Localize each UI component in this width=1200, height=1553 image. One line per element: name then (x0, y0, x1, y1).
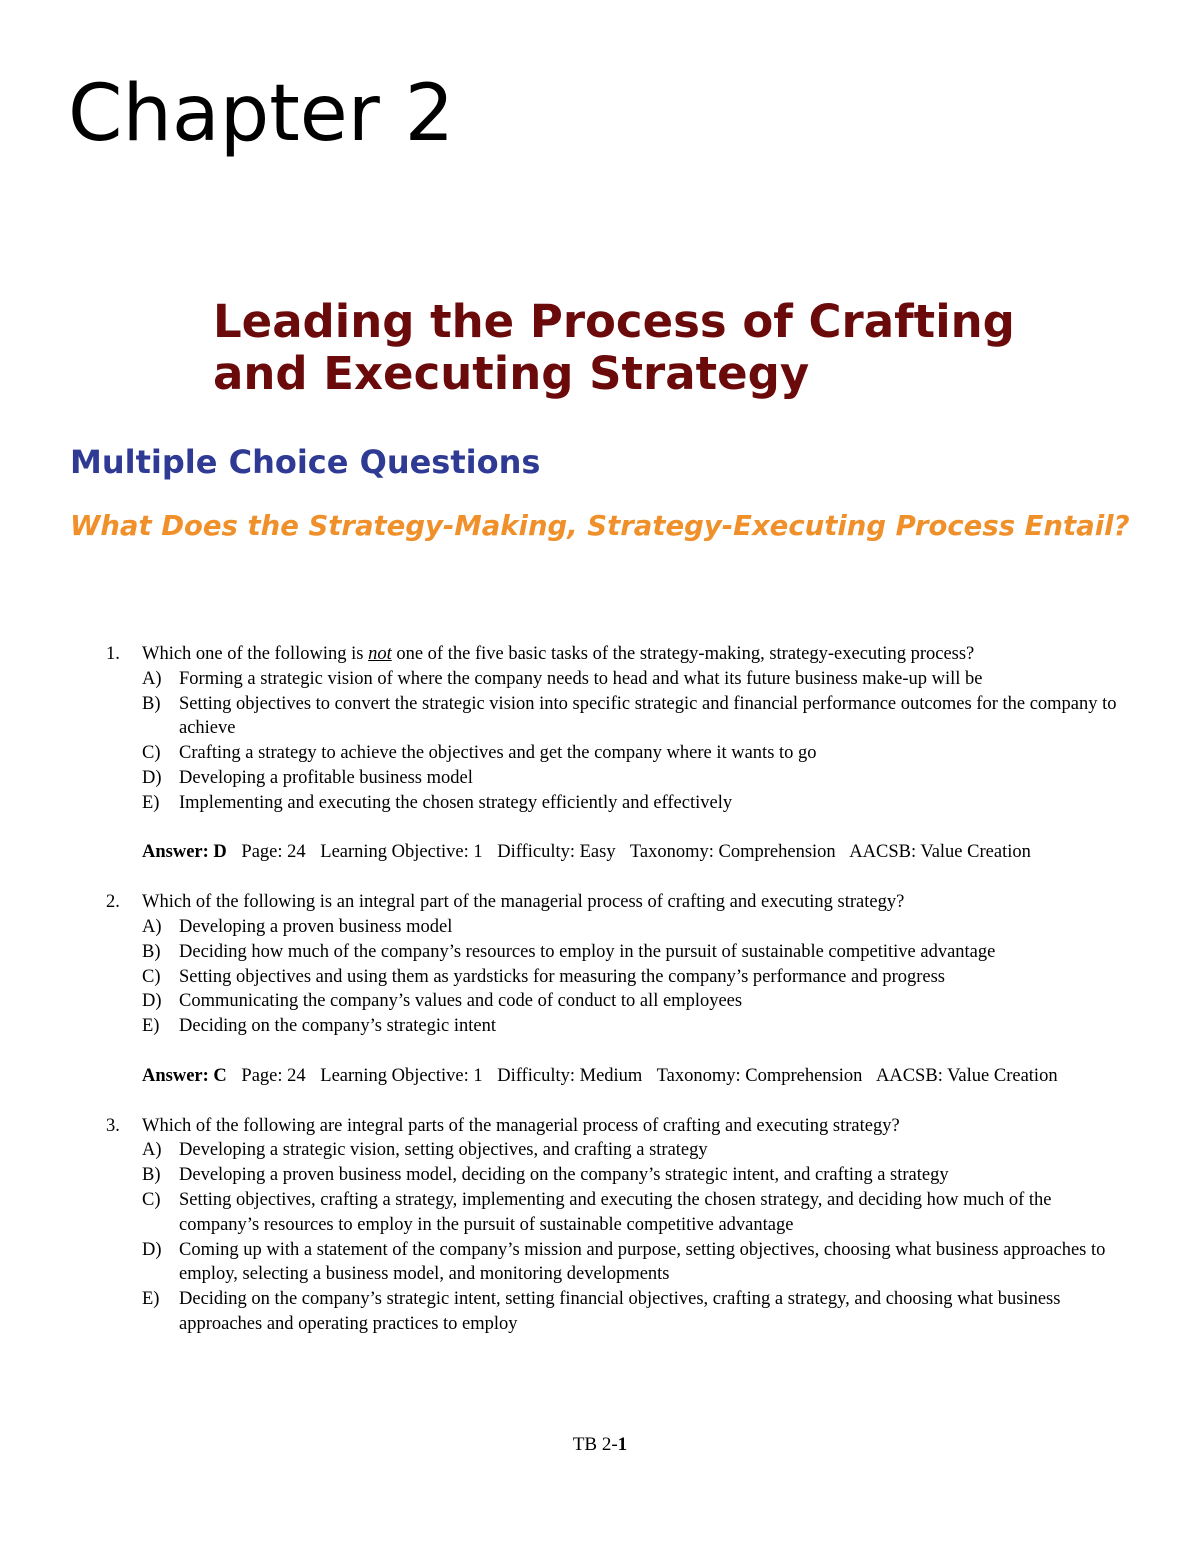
option-text: Setting objectives and using them as yardsticks for measuring the company’s performance and progress (179, 966, 946, 987)
option-letter: A) (142, 1140, 162, 1161)
option-letter: B) (142, 1165, 161, 1186)
chapter-title (213, 296, 1173, 400)
answer-aacsb: AACSB: Value Creation (849, 842, 1031, 863)
answer-taxonomy: Taxonomy: Comprehension (629, 842, 836, 863)
section-heading: Multiple Choice Questions (70, 443, 541, 481)
option-b (142, 1163, 1136, 1188)
answer-learning-objective: Learning Objective: 1 (320, 842, 483, 863)
answer-value: D (213, 842, 227, 863)
option-d (142, 1238, 1136, 1288)
answer-value: C (213, 1065, 227, 1086)
option-text: Developing a proven business model (179, 916, 453, 937)
option-text: Implementing and executing the chosen strategy efficiently and effectively (179, 792, 733, 813)
question-stem (106, 1114, 1136, 1139)
option-letter: C) (142, 966, 161, 987)
option-c (142, 965, 1136, 990)
option-text: Setting objectives, crafting a strategy, implementing and executing the chosen strategy, and deciding how much of the company’s resources to employ in the pursuit of sustainable competitive advantage (179, 1189, 1052, 1235)
question-1 (106, 642, 1136, 865)
page-footer (0, 1434, 1200, 1456)
question-number: 3. (106, 1115, 120, 1136)
option-b (142, 940, 1136, 965)
answer-difficulty: Difficulty: Medium (497, 1065, 643, 1086)
question-2 (106, 890, 1136, 1088)
question-emphasis: not (368, 644, 392, 664)
subsection-heading: What Does the Strategy-Making, Strategy-Executing Process Entail? (70, 510, 1130, 542)
options-list (142, 915, 1136, 1039)
options-list (142, 667, 1136, 816)
answer-line (142, 840, 1136, 865)
option-c (142, 1188, 1136, 1238)
option-letter: D) (142, 991, 162, 1012)
option-text: Setting objectives to convert the strategic vision into specific strategic and financial performance outcomes for the company to achieve (179, 693, 1117, 739)
option-letter: E) (142, 1016, 160, 1037)
option-text: Deciding on the company’s strategic intent, setting financial objectives, crafting a strategy, and choosing what business approaches and operating practices to employ (179, 1289, 1061, 1334)
chapter-heading: Chapter 2 (68, 69, 455, 159)
option-a (142, 915, 1136, 940)
option-a (142, 667, 1136, 692)
option-e (142, 1287, 1136, 1337)
chapter-title-line-2: and Executing Strategy (213, 347, 810, 400)
answer-line (142, 1064, 1136, 1089)
question-text-pre: Which one of the following is (142, 644, 369, 664)
option-text: Forming a strategic vision of where the company needs to head and what its future business make-up will be (179, 668, 983, 689)
option-letter: C) (142, 743, 161, 764)
answer-page: Page: 24 (241, 842, 306, 863)
answer-label: Answer: (142, 1065, 209, 1086)
option-letter: D) (142, 1239, 162, 1260)
answer-label: Answer: (142, 842, 209, 863)
option-b (142, 692, 1136, 742)
question-number: 1. (106, 644, 120, 664)
question-stem (106, 642, 1136, 667)
option-letter: B) (142, 693, 161, 714)
question-list (106, 642, 1136, 1362)
option-e (142, 1014, 1136, 1039)
answer-difficulty: Difficulty: Easy (497, 842, 616, 863)
question-3 (106, 1114, 1136, 1337)
options-list (142, 1138, 1136, 1336)
answer-learning-objective: Learning Objective: 1 (320, 1065, 483, 1086)
answer-page: Page: 24 (241, 1065, 306, 1086)
option-d (142, 766, 1136, 791)
option-letter: E) (142, 792, 160, 813)
question-number: 2. (106, 892, 120, 913)
option-letter: C) (142, 1189, 161, 1210)
option-letter: A) (142, 916, 162, 937)
option-text: Deciding on the company’s strategic intent (179, 1016, 496, 1037)
chapter-title-line-1: Leading the Process of Crafting (213, 295, 1015, 348)
option-text: Developing a strategic vision, setting objectives, and crafting a strategy (179, 1140, 708, 1161)
question-text (142, 642, 974, 667)
answer-aacsb: AACSB: Value Creation (876, 1065, 1058, 1086)
footer-page-number: 1 (617, 1434, 628, 1455)
option-letter: A) (142, 668, 162, 689)
answer-taxonomy: Taxonomy: Comprehension (656, 1065, 863, 1086)
option-text: Developing a proven business model, deciding on the company’s strategic intent, and crafting a strategy (179, 1165, 949, 1186)
option-text: Coming up with a statement of the company’s mission and purpose, setting objectives, choosing what business approaches to employ, selecting a business model, and monitoring developments (179, 1239, 1106, 1285)
option-text: Communicating the company’s values and code of conduct to all employees (179, 991, 743, 1012)
option-text: Developing a profitable business model (179, 767, 473, 788)
footer-label: TB 2- (572, 1434, 618, 1455)
option-c (142, 741, 1136, 766)
question-stem (106, 890, 1136, 915)
option-letter: B) (142, 941, 161, 962)
option-a (142, 1138, 1136, 1163)
option-letter: D) (142, 767, 162, 788)
question-text: Which of the following is an integral part of the managerial process of crafting and executing strategy? (142, 892, 905, 913)
option-e (142, 791, 1136, 816)
question-text-post: one of the five basic tasks of the strategy-making, strategy-executing process? (391, 644, 975, 664)
question-text: Which of the following are integral parts of the managerial process of crafting and executing strategy? (142, 1115, 900, 1136)
option-d (142, 989, 1136, 1014)
option-text: Crafting a strategy to achieve the objectives and get the company where it wants to go (179, 743, 817, 764)
option-text: Deciding how much of the company’s resources to employ in the pursuit of sustainable competitive advantage (179, 941, 996, 962)
option-letter: E) (142, 1289, 160, 1310)
